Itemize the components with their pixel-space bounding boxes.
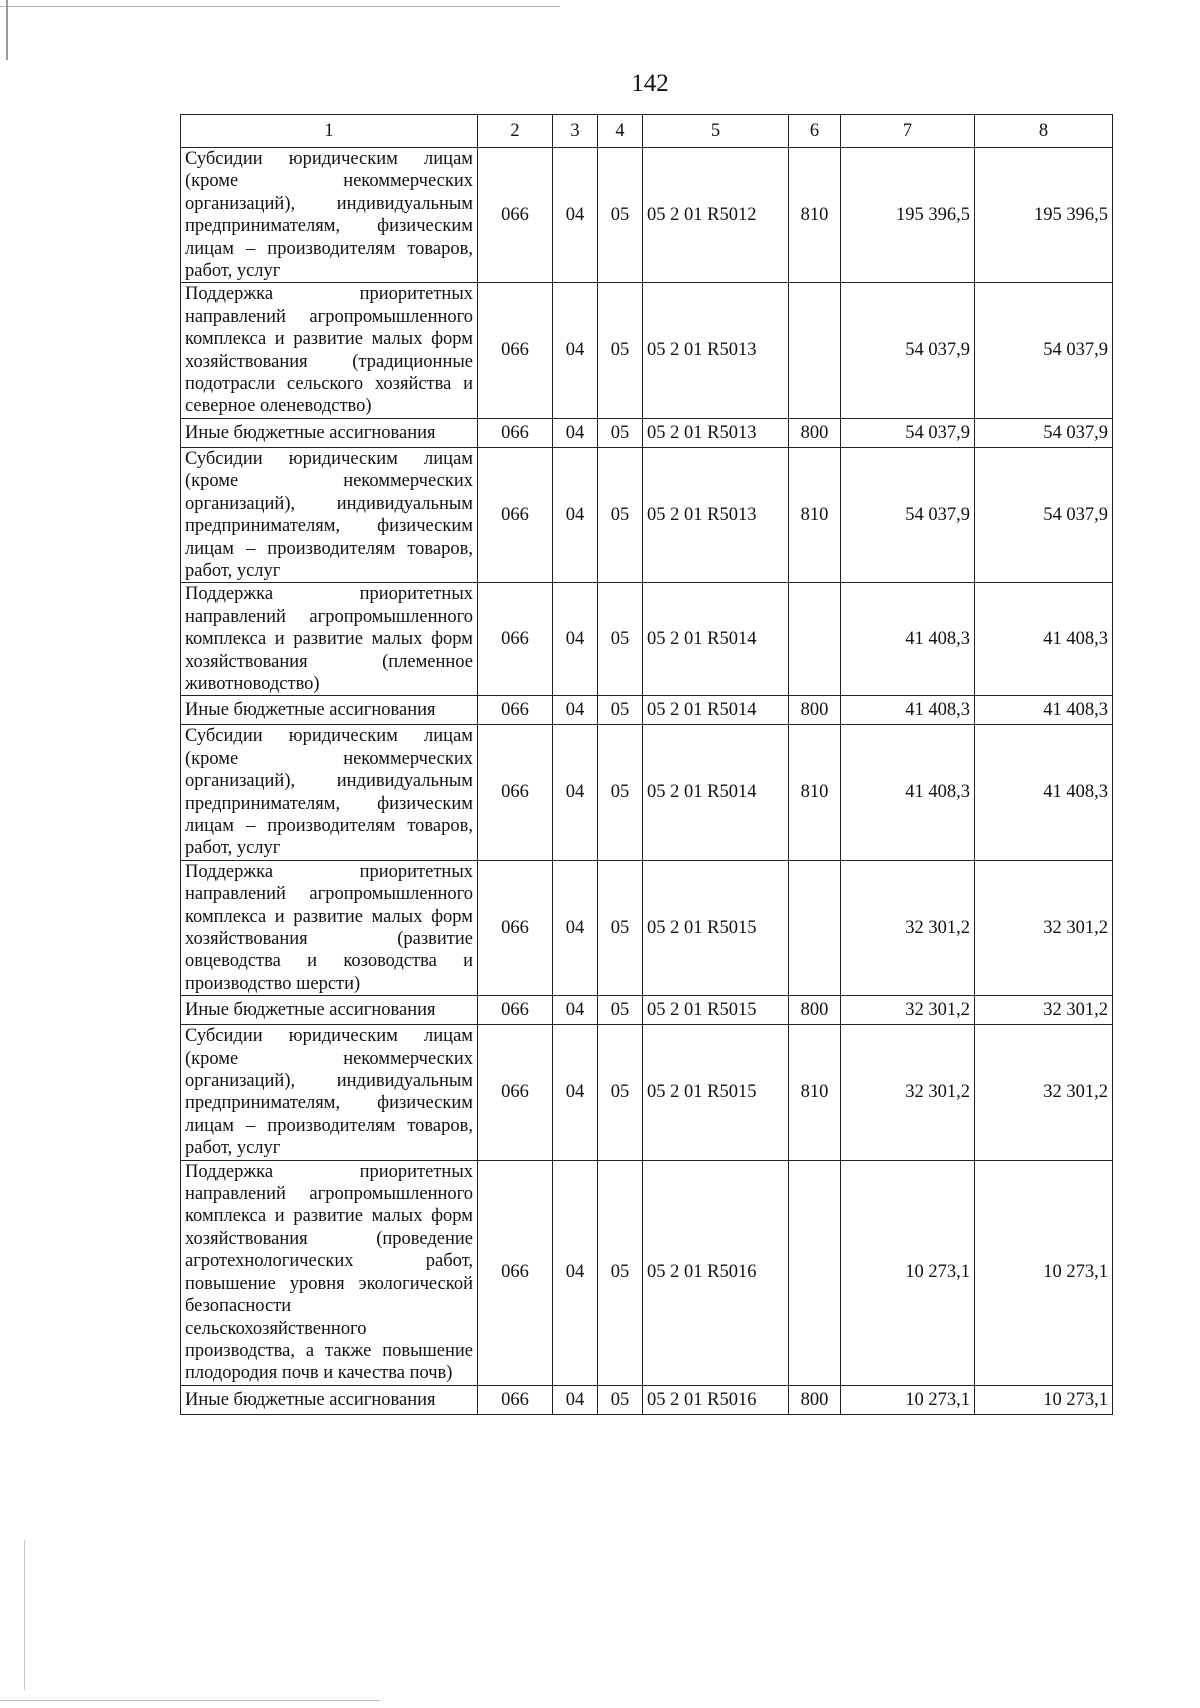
target-article-cell: 05 2 01 R5015	[643, 860, 789, 995]
amount-cell: 41 408,3	[841, 725, 975, 860]
subsection-code-cell: 05	[598, 418, 643, 447]
ministry-code-cell: 066	[478, 1025, 553, 1160]
header-row	[181, 115, 1113, 148]
subsection-code-cell: 05	[598, 1385, 643, 1414]
scan-edge-top	[0, 6, 560, 7]
section-code-cell: 04	[553, 1385, 598, 1414]
amount-cell: 10 273,1	[975, 1160, 1113, 1385]
expense-type-cell: 800	[789, 1385, 841, 1414]
subsection-code-cell: 05	[598, 1160, 643, 1385]
amount-cell: 41 408,3	[975, 725, 1113, 860]
target-article-cell: 05 2 01 R5013	[643, 447, 789, 582]
header-cell: 7	[841, 115, 975, 148]
amount-cell: 32 301,2	[975, 1025, 1113, 1160]
header-cell: 1	[181, 115, 478, 148]
table-row	[181, 447, 1113, 582]
ministry-code-cell: 066	[478, 583, 553, 696]
subsection-code-cell: 05	[598, 148, 643, 283]
amount-cell: 10 273,1	[975, 1385, 1113, 1414]
ministry-code-cell: 066	[478, 725, 553, 860]
expense-name-cell: Субсидии юридическим лицам (кроме некоммерческих организаций), индивидуальным предпринимателям, физическим лицам – производителям товаров, работ, услуг	[181, 1025, 478, 1160]
section-code-cell: 04	[553, 996, 598, 1025]
page-number: 142	[631, 70, 669, 97]
expense-name-cell: Иные бюджетные ассигнования	[181, 418, 478, 447]
table-row	[181, 696, 1113, 725]
amount-cell: 32 301,2	[841, 860, 975, 995]
target-article-cell: 05 2 01 R5015	[643, 996, 789, 1025]
section-code-cell: 04	[553, 447, 598, 582]
scan-edge-left	[6, 0, 8, 60]
table-row	[181, 725, 1113, 860]
ministry-code-cell: 066	[478, 1160, 553, 1385]
expense-type-cell: 800	[789, 696, 841, 725]
expense-type-cell: 810	[789, 148, 841, 283]
expense-name-cell: Иные бюджетные ассигнования	[181, 1385, 478, 1414]
amount-cell: 41 408,3	[841, 696, 975, 725]
amount-cell: 54 037,9	[841, 418, 975, 447]
ministry-code-cell: 066	[478, 696, 553, 725]
ministry-code-cell: 066	[478, 283, 553, 418]
expense-name-cell: Поддержка приоритетных направлений агропромышленного комплекса и развитие малых форм хозяйствования (племенное животноводство)	[181, 583, 478, 696]
amount-cell: 32 301,2	[975, 996, 1113, 1025]
header-cell: 6	[789, 115, 841, 148]
section-code-cell: 04	[553, 860, 598, 995]
section-code-cell: 04	[553, 148, 598, 283]
subsection-code-cell: 05	[598, 996, 643, 1025]
amount-cell: 54 037,9	[975, 283, 1113, 418]
expense-name-cell: Поддержка приоритетных направлений агропромышленного комплекса и развитие малых форм хозяйствования (традиционные подотрасли сельского хозяйства и северное оленеводство)	[181, 283, 478, 418]
table-row	[181, 1385, 1113, 1414]
scan-edge-left-lower	[24, 1540, 25, 1690]
amount-cell: 10 273,1	[841, 1385, 975, 1414]
target-article-cell: 05 2 01 R5014	[643, 725, 789, 860]
target-article-cell: 05 2 01 R5014	[643, 583, 789, 696]
table-row	[181, 996, 1113, 1025]
section-code-cell: 04	[553, 418, 598, 447]
expense-type-cell	[789, 860, 841, 995]
expense-name-cell: Субсидии юридическим лицам (кроме некоммерческих организаций), индивидуальным предпринимателям, физическим лицам – производителям товаров, работ, услуг	[181, 447, 478, 582]
expense-name-cell: Поддержка приоритетных направлений агропромышленного комплекса и развитие малых форм хозяйствования (проведение агротехнологических работ, повышение уровня экологической безопасности сельскохозяйственного производства, а также повышение плодородия почв и качества почв)	[181, 1160, 478, 1385]
scan-edge-bottom	[0, 1700, 380, 1701]
amount-cell: 54 037,9	[841, 447, 975, 582]
amount-cell: 41 408,3	[975, 583, 1113, 696]
expense-name-cell: Субсидии юридическим лицам (кроме некоммерческих организаций), индивидуальным предпринимателям, физическим лицам – производителям товаров, работ, услуг	[181, 725, 478, 860]
header-cell: 4	[598, 115, 643, 148]
amount-cell: 195 396,5	[841, 148, 975, 283]
target-article-cell: 05 2 01 R5013	[643, 283, 789, 418]
target-article-cell: 05 2 01 R5015	[643, 1025, 789, 1160]
section-code-cell: 04	[553, 1025, 598, 1160]
table-row	[181, 1160, 1113, 1385]
expense-name-cell: Поддержка приоритетных направлений агропромышленного комплекса и развитие малых форм хозяйствования (развитие овцеводства и козоводства и производство шерсти)	[181, 860, 478, 995]
budget-table	[180, 114, 1113, 1415]
amount-cell: 54 037,9	[841, 283, 975, 418]
amount-cell: 195 396,5	[975, 148, 1113, 283]
table-row	[181, 860, 1113, 995]
ministry-code-cell: 066	[478, 860, 553, 995]
ministry-code-cell: 066	[478, 148, 553, 283]
table-row	[181, 418, 1113, 447]
header-cell: 2	[478, 115, 553, 148]
expense-type-cell	[789, 583, 841, 696]
expense-type-cell: 810	[789, 1025, 841, 1160]
target-article-cell: 05 2 01 R5016	[643, 1385, 789, 1414]
section-code-cell: 04	[553, 696, 598, 725]
expense-type-cell: 800	[789, 418, 841, 447]
header-cell: 3	[553, 115, 598, 148]
amount-cell: 32 301,2	[841, 1025, 975, 1160]
amount-cell: 32 301,2	[841, 996, 975, 1025]
subsection-code-cell: 05	[598, 447, 643, 582]
ministry-code-cell: 066	[478, 996, 553, 1025]
section-code-cell: 04	[553, 583, 598, 696]
table-row	[181, 583, 1113, 696]
subsection-code-cell: 05	[598, 725, 643, 860]
amount-cell: 54 037,9	[975, 418, 1113, 447]
subsection-code-cell: 05	[598, 696, 643, 725]
expense-type-cell: 810	[789, 447, 841, 582]
expense-type-cell	[789, 1160, 841, 1385]
amount-cell: 41 408,3	[841, 583, 975, 696]
ministry-code-cell: 066	[478, 447, 553, 582]
ministry-code-cell: 066	[478, 1385, 553, 1414]
expense-name-cell: Иные бюджетные ассигнования	[181, 696, 478, 725]
subsection-code-cell: 05	[598, 860, 643, 995]
expense-type-cell	[789, 283, 841, 418]
amount-cell: 41 408,3	[975, 696, 1113, 725]
expense-name-cell: Субсидии юридическим лицам (кроме некоммерческих организаций), индивидуальным предпринимателям, физическим лицам – производителям товаров, работ, услуг	[181, 148, 478, 283]
target-article-cell: 05 2 01 R5012	[643, 148, 789, 283]
expense-type-cell: 800	[789, 996, 841, 1025]
section-code-cell: 04	[553, 725, 598, 860]
expense-name-cell: Иные бюджетные ассигнования	[181, 996, 478, 1025]
subsection-code-cell: 05	[598, 1025, 643, 1160]
ministry-code-cell: 066	[478, 418, 553, 447]
table-row	[181, 148, 1113, 283]
subsection-code-cell: 05	[598, 283, 643, 418]
header-cell: 5	[643, 115, 789, 148]
table-row	[181, 1025, 1113, 1160]
expense-type-cell: 810	[789, 725, 841, 860]
header-cell: 8	[975, 115, 1113, 148]
section-code-cell: 04	[553, 1160, 598, 1385]
table-row	[181, 283, 1113, 418]
subsection-code-cell: 05	[598, 583, 643, 696]
target-article-cell: 05 2 01 R5013	[643, 418, 789, 447]
amount-cell: 32 301,2	[975, 860, 1113, 995]
amount-cell: 54 037,9	[975, 447, 1113, 582]
section-code-cell: 04	[553, 283, 598, 418]
target-article-cell: 05 2 01 R5014	[643, 696, 789, 725]
amount-cell: 10 273,1	[841, 1160, 975, 1385]
target-article-cell: 05 2 01 R5016	[643, 1160, 789, 1385]
